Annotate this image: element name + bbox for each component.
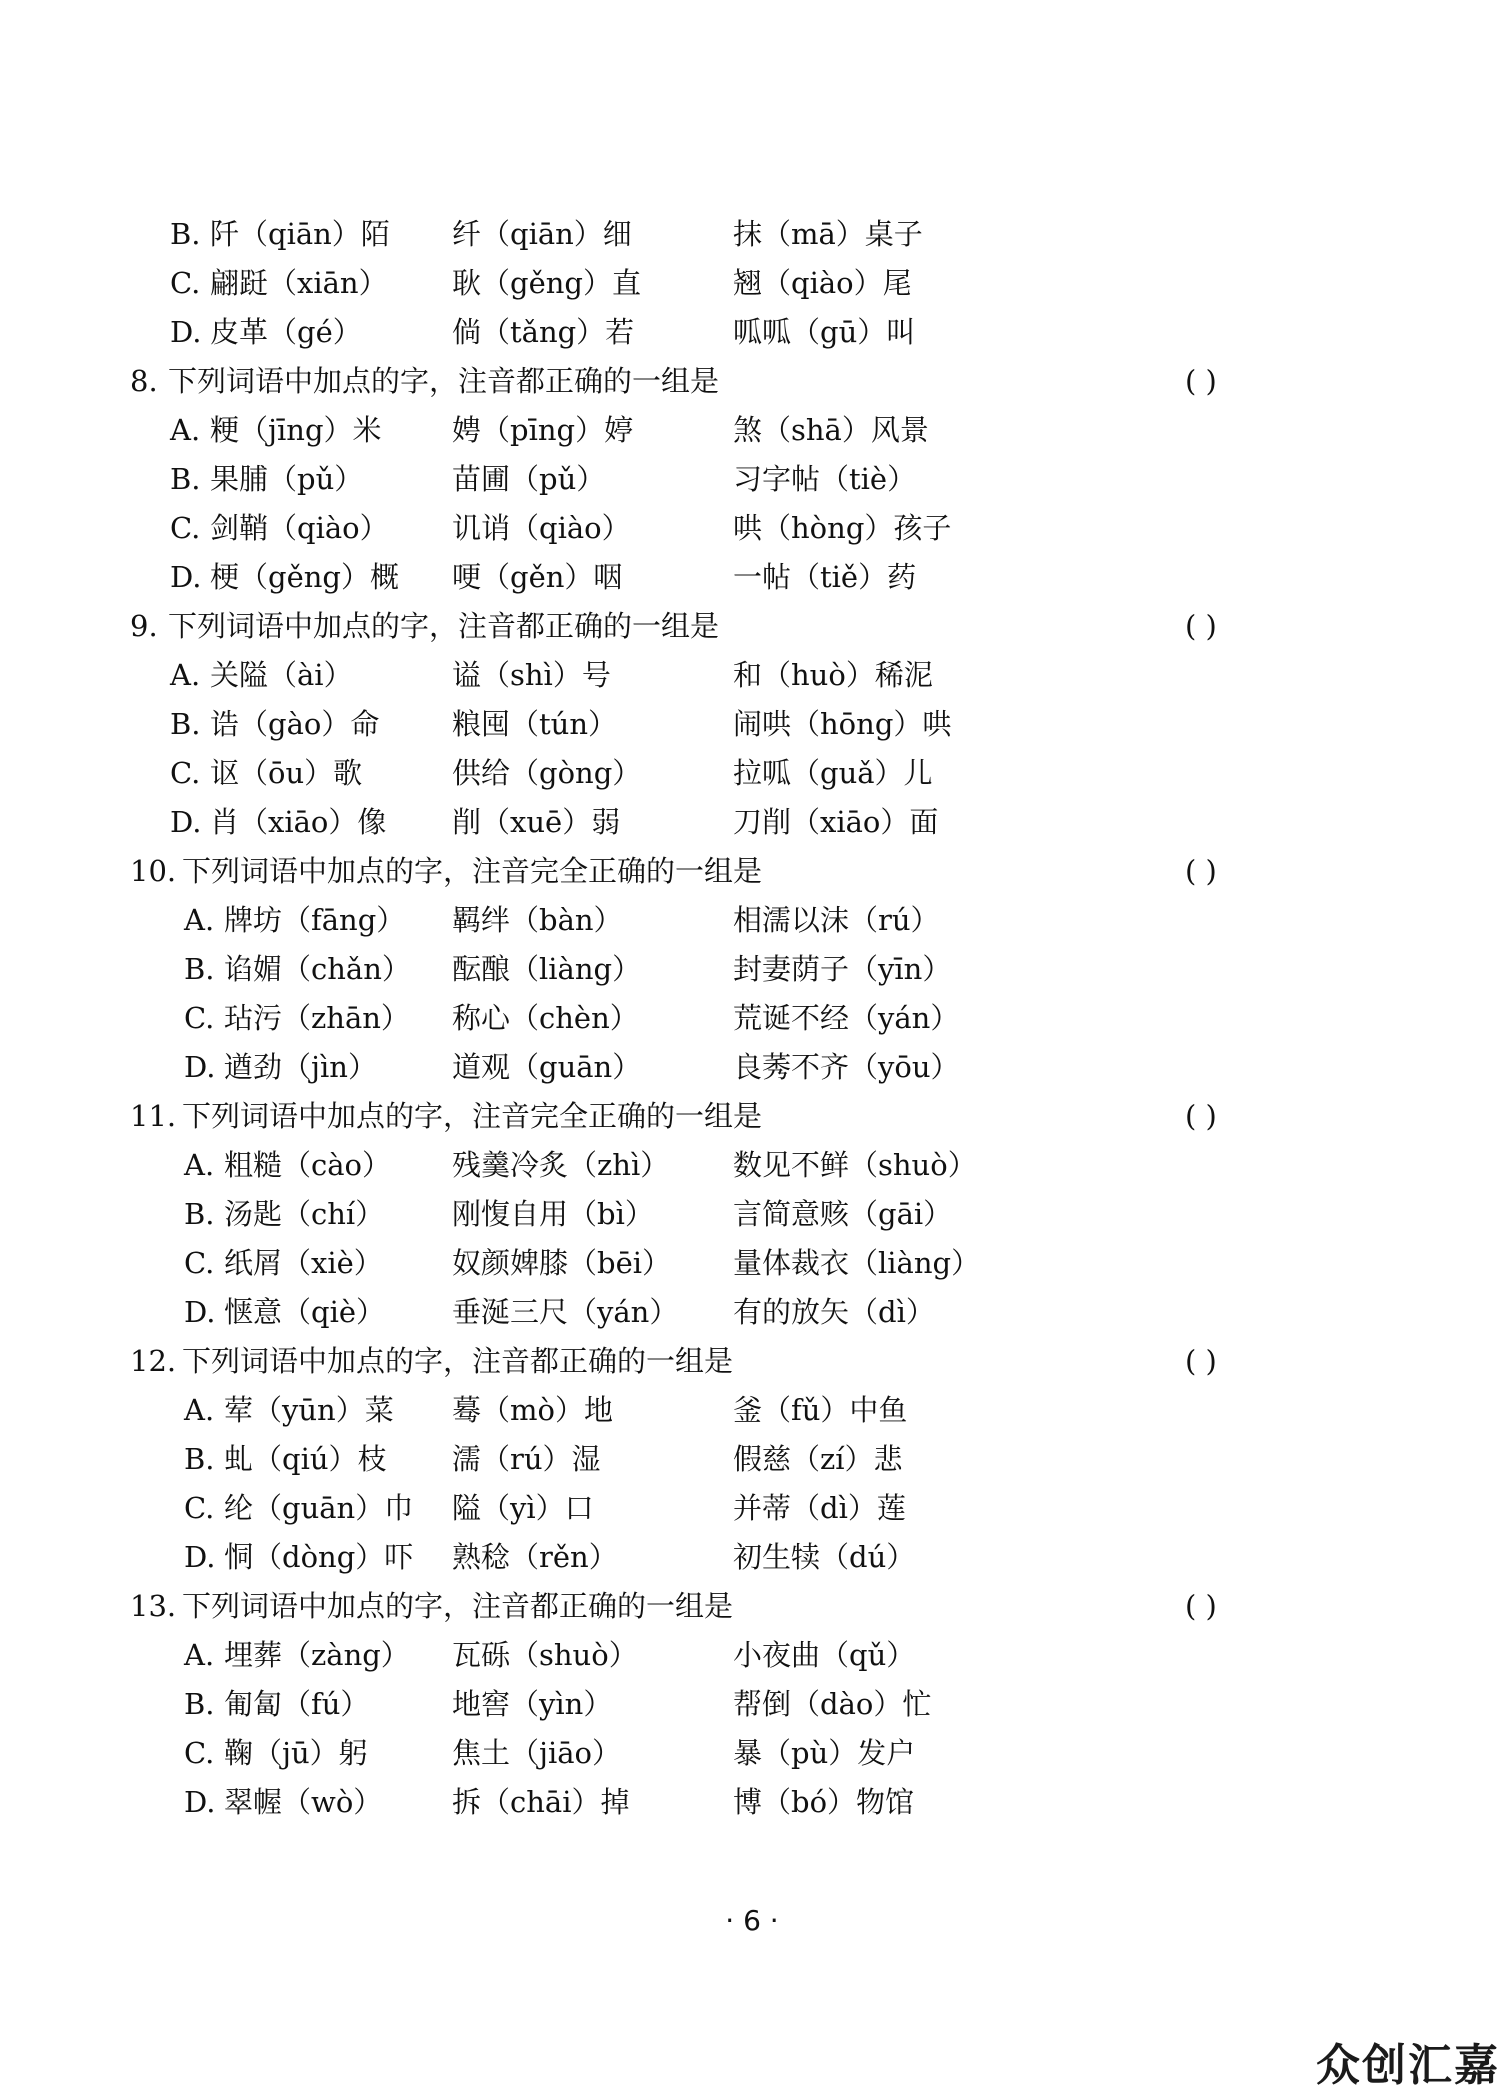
option-item: 一帖（tiě）药 (733, 560, 917, 594)
question-stem: 下列词语中加点的字，注音都正确的一组是 (182, 1344, 734, 1378)
option-item: 关隘（ài） (210, 658, 353, 692)
option-item: 拆（chāi）掉 (452, 1785, 630, 1819)
option-row (130, 1680, 1330, 1729)
option-item: 羁绊（bàn） (452, 903, 623, 937)
option-label: C. (170, 511, 201, 545)
question-stem-row (130, 847, 1330, 896)
option-item: 帮倒（dào）忙 (733, 1687, 932, 1721)
option-row (130, 798, 1330, 847)
option-item: 濡（rú）湿 (452, 1442, 601, 1476)
option-item: 和（huò）稀泥 (733, 658, 933, 692)
option-item: 封妻荫子（yīn） (733, 952, 952, 986)
option-item: 抹（mā）桌子 (733, 217, 923, 251)
option-item: 熟稔（rěn） (452, 1540, 618, 1574)
option-item: 哄（hòng）孩子 (733, 511, 952, 545)
option-item: 诰（gào）命 (210, 707, 380, 741)
question-number: 9. (130, 609, 158, 643)
option-item: 牌坊（fāng） (224, 903, 406, 937)
option-item: 蓦（mò）地 (452, 1393, 613, 1427)
answer-blank: ( ) (1185, 854, 1217, 888)
option-label: A. (184, 1638, 215, 1672)
option-row (130, 1778, 1330, 1827)
answer-blank: ( ) (1185, 1099, 1217, 1133)
option-item: 果脯（pǔ） (210, 462, 364, 496)
watermark-logo: 众创汇嘉 (1316, 2040, 1500, 2091)
option-row (130, 700, 1330, 749)
question-stem-row (130, 357, 1330, 406)
answer-blank: ( ) (1185, 364, 1217, 398)
option-item: 剑鞘（qiào） (210, 511, 389, 545)
option-item: 小夜曲（qǔ） (733, 1638, 916, 1672)
option-row (130, 259, 1330, 308)
option-item: 量体裁衣（liàng） (733, 1246, 981, 1280)
page-number: · 6 · (725, 1904, 779, 1937)
option-item: 酝酿（liàng） (452, 952, 642, 986)
option-item: 闹哄（hōng）哄 (733, 707, 952, 741)
option-row (130, 1729, 1330, 1778)
option-item: 言简意赅（gāi） (733, 1197, 953, 1231)
option-item: 虬（qiú）枝 (224, 1442, 387, 1476)
option-row (130, 553, 1330, 602)
option-label: A. (184, 1148, 215, 1182)
answer-blank: ( ) (1185, 1589, 1217, 1623)
question-stem: 下列词语中加点的字，注音都正确的一组是 (182, 1589, 734, 1623)
option-item: 数见不鲜（shuò） (733, 1148, 977, 1182)
question-stem: 下列词语中加点的字，注音完全正确的一组是 (182, 854, 763, 888)
option-item: 纶（guān）巾 (224, 1491, 414, 1525)
option-item: 刀削（xiāo）面 (733, 805, 939, 839)
option-item: 焦土（jiāo） (452, 1736, 622, 1770)
option-item: 道观（guān） (452, 1050, 642, 1084)
option-item: 皮革（gé） (210, 315, 362, 349)
option-label: A. (170, 413, 201, 447)
option-item: 残羹冷炙（zhì） (452, 1148, 670, 1182)
option-label: D. (184, 1540, 216, 1574)
option-label: C. (184, 1246, 215, 1280)
option-label: C. (184, 1001, 215, 1035)
option-item: 供给（gòng） (452, 756, 642, 790)
option-item: 拉呱（guǎ）儿 (733, 756, 933, 790)
option-item: 梗（gěng）概 (210, 560, 399, 594)
option-row (130, 504, 1330, 553)
question-number: 12. (130, 1344, 177, 1378)
question-stem-row (130, 602, 1330, 651)
option-item: 削（xuē）弱 (452, 805, 621, 839)
option-label: C. (170, 756, 201, 790)
option-row (130, 896, 1330, 945)
option-row (130, 1484, 1330, 1533)
option-row (130, 994, 1330, 1043)
question-number: 13. (130, 1589, 177, 1623)
option-label: D. (184, 1050, 216, 1084)
option-item: 纸屑（xiè） (224, 1246, 383, 1280)
option-label: A. (184, 1393, 215, 1427)
option-item: 谥（shì）号 (452, 658, 611, 692)
option-row (130, 1533, 1330, 1582)
option-item: 翠幄（wò） (224, 1785, 383, 1819)
option-row (130, 1043, 1330, 1092)
option-item: 阡（qiān）陌 (210, 217, 390, 251)
option-row (130, 308, 1330, 357)
option-row (130, 1141, 1330, 1190)
option-label: C. (184, 1736, 215, 1770)
option-row (130, 455, 1330, 504)
option-item: 釜（fǔ）中鱼 (733, 1393, 908, 1427)
question-stem-row (130, 1092, 1330, 1141)
option-item: 煞（shā）风景 (733, 413, 929, 447)
option-item: 初生犊（dú） (733, 1540, 916, 1574)
option-item: 汤匙（chí） (224, 1197, 385, 1231)
option-item: 并蒂（dì）莲 (733, 1491, 906, 1525)
question-stem: 下列词语中加点的字，注音都正确的一组是 (168, 609, 720, 643)
question-number: 11. (130, 1099, 177, 1133)
option-label: B. (170, 707, 201, 741)
option-label: A. (184, 903, 215, 937)
answer-blank: ( ) (1185, 1344, 1217, 1378)
question-stem-row (130, 1337, 1330, 1386)
option-row (130, 1435, 1330, 1484)
option-item: 称心（chèn） (452, 1001, 639, 1035)
option-label: B. (184, 1687, 215, 1721)
option-item: 奴颜婢膝（bēi） (452, 1246, 672, 1280)
option-item: 倘（tǎng）若 (452, 315, 635, 349)
option-item: 惬意（qiè） (224, 1295, 386, 1329)
option-row (130, 1386, 1330, 1435)
option-row (130, 210, 1330, 259)
option-row (130, 1288, 1330, 1337)
option-item: 暴（pù）发户 (733, 1736, 916, 1770)
option-item: 有的放矢（dì） (733, 1295, 935, 1329)
option-row (130, 1190, 1330, 1239)
option-item: 谄媚（chǎn） (224, 952, 411, 986)
option-item: 娉（pīng）婷 (452, 413, 634, 447)
option-item: 隘（yì）口 (452, 1491, 594, 1525)
option-item: 粳（jīng）米 (210, 413, 382, 447)
option-label: A. (170, 658, 201, 692)
option-item: 玷污（zhān） (224, 1001, 410, 1035)
option-item: 习字帖（tiè） (733, 462, 917, 496)
option-item: 遒劲（jìn） (224, 1050, 377, 1084)
option-item: 翩跹（xiān） (210, 266, 388, 300)
option-label: B. (184, 1197, 215, 1231)
option-item: 翘（qiào）尾 (733, 266, 912, 300)
option-row (130, 945, 1330, 994)
option-item: 呱呱（gū）叫 (733, 315, 916, 349)
answer-blank: ( ) (1185, 609, 1217, 643)
option-item: 荒诞不经（yán） (733, 1001, 960, 1035)
option-label: B. (184, 952, 215, 986)
option-item: 瓦砾（shuò） (452, 1638, 638, 1672)
option-label: D. (170, 315, 202, 349)
option-item: 地窖（yìn） (452, 1687, 613, 1721)
question-stem: 下列词语中加点的字，注音完全正确的一组是 (182, 1099, 763, 1133)
option-label: B. (170, 217, 201, 251)
option-item: 讴（ōu）歌 (210, 756, 363, 790)
option-row (130, 406, 1330, 455)
option-item: 相濡以沫（rú） (733, 903, 940, 937)
option-row (130, 651, 1330, 700)
option-label: C. (170, 266, 201, 300)
option-item: 刚愎自用（bì） (452, 1197, 654, 1231)
option-label: B. (184, 1442, 215, 1476)
option-label: D. (184, 1295, 216, 1329)
question-stem-row (130, 1582, 1330, 1631)
option-row (130, 1239, 1330, 1288)
option-item: 纤（qiān）细 (452, 217, 632, 251)
option-row (130, 1631, 1330, 1680)
option-item: 粮囤（tún） (452, 707, 618, 741)
option-row (130, 749, 1330, 798)
option-item: 埋葬（zàng） (224, 1638, 410, 1672)
option-item: 良莠不齐（yōu） (733, 1050, 960, 1084)
option-item: 荤（yūn）菜 (224, 1393, 394, 1427)
option-label: D. (170, 560, 202, 594)
option-item: 垂涎三尺（yán） (452, 1295, 679, 1329)
option-item: 匍匐（fú） (224, 1687, 370, 1721)
option-label: D. (184, 1785, 216, 1819)
question-number: 8. (130, 364, 158, 398)
option-label: B. (170, 462, 201, 496)
option-item: 博（bó）物馆 (733, 1785, 915, 1819)
question-number: 10. (130, 854, 177, 888)
option-item: 恫（dòng）吓 (224, 1540, 414, 1574)
question-stem: 下列词语中加点的字，注音都正确的一组是 (168, 364, 720, 398)
option-item: 假慈（zí）悲 (733, 1442, 903, 1476)
option-label: C. (184, 1491, 215, 1525)
option-item: 苗圃（pǔ） (452, 462, 606, 496)
option-label: D. (170, 805, 202, 839)
option-item: 哽（gěn）咽 (452, 560, 623, 594)
option-item: 耿（gěng）直 (452, 266, 641, 300)
option-item: 讥诮（qiào） (452, 511, 631, 545)
option-item: 肖（xiāo）像 (210, 805, 387, 839)
option-item: 粗糙（cào） (224, 1148, 391, 1182)
option-item: 鞠（jū）躬 (224, 1736, 368, 1770)
